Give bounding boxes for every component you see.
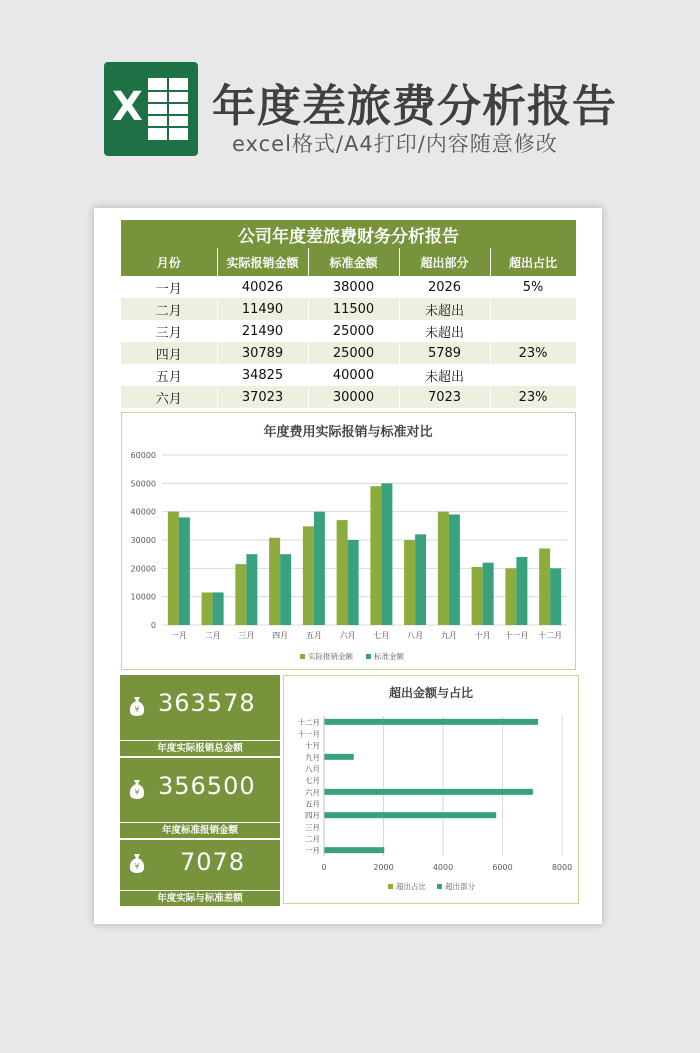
bar-actual — [202, 592, 213, 625]
y-tick-label: 40000 — [130, 507, 156, 517]
kpi-value: 363578 — [158, 689, 256, 717]
table-cell: 37023 — [217, 386, 308, 408]
x-tick-label: 九月 — [440, 631, 457, 640]
legend-swatch-actual — [300, 654, 305, 659]
table-cell: 五月 — [121, 364, 217, 386]
x-tick-label: 十月 — [474, 631, 491, 640]
table-cell: 四月 — [121, 342, 217, 364]
y-tick-label: 60000 — [130, 451, 156, 460]
bar-actual — [404, 540, 415, 625]
col-header: 月份 — [121, 248, 217, 276]
x-tick-label: 一月 — [170, 631, 187, 640]
kpi-label: 年度标准报销金额 — [161, 825, 238, 836]
y-tick-label: 十月 — [305, 741, 320, 751]
kpi-value: 7078 — [180, 848, 246, 876]
bar-standard — [550, 568, 561, 625]
col-header: 实际报销金额 — [217, 248, 308, 276]
x-tick-label: 八月 — [407, 631, 424, 640]
y-tick-label: 三月 — [305, 822, 320, 832]
table-cell — [490, 364, 576, 386]
table-cell: 六月 — [121, 386, 217, 408]
y-tick-label: 一月 — [305, 846, 320, 856]
bar-standard — [483, 563, 494, 625]
table-row — [121, 364, 576, 386]
bar-actual — [168, 512, 179, 625]
chart-title: 超出金额与占比 — [388, 686, 474, 700]
legend-swatch-excess — [437, 884, 442, 889]
page-subtitle: excel格式/A4打印/内容随意修改 — [232, 132, 558, 156]
table-cell: 25000 — [308, 320, 399, 342]
x-tick-label: 2000 — [373, 863, 394, 872]
table-cell: 2026 — [399, 276, 490, 298]
kpi-difference — [120, 840, 280, 906]
x-tick-label: 四月 — [272, 631, 289, 640]
x-tick-label: 三月 — [238, 631, 255, 640]
page-title: 年度差旅费分析报告 — [212, 81, 617, 132]
x-tick-label: 8000 — [551, 863, 573, 872]
table-cell: 23% — [490, 342, 576, 364]
table-header-row — [121, 248, 576, 276]
y-tick-label: 50000 — [130, 479, 156, 489]
x-tick-label: 4000 — [432, 863, 454, 872]
table-cell — [490, 298, 576, 320]
legend-swatch-ratio — [388, 884, 393, 889]
table-cell: 40026 — [217, 276, 308, 298]
y-tick-label: 10000 — [130, 592, 156, 602]
x-tick-label: 6000 — [492, 863, 513, 872]
bar-actual — [370, 486, 381, 625]
bar-standard — [516, 557, 527, 625]
table-row — [121, 276, 576, 298]
bar-actual — [235, 564, 246, 625]
bar-excess — [324, 719, 538, 725]
y-tick-label: 0 — [150, 621, 156, 630]
bar-standard — [381, 483, 392, 625]
report-sheet — [94, 208, 602, 924]
bar-standard — [348, 540, 359, 625]
table-cell: 5789 — [399, 342, 490, 364]
bar-actual — [472, 567, 483, 625]
svg-text:¥: ¥ — [134, 705, 140, 714]
spreadsheet-grid-icon — [148, 78, 188, 140]
money-bag-icon — [128, 778, 146, 800]
col-header: 超出部分 — [399, 248, 490, 276]
table-cell: 7023 — [399, 386, 490, 408]
y-tick-label: 五月 — [305, 799, 320, 809]
table-cell: 11500 — [308, 298, 399, 320]
bar-actual — [438, 512, 449, 625]
table-cell: 30789 — [217, 342, 308, 364]
legend-label: 标准金额 — [374, 652, 404, 661]
x-tick-label: 六月 — [339, 631, 356, 640]
y-tick-label: 30000 — [130, 536, 156, 545]
table-cell: 30000 — [308, 386, 399, 408]
table-cell: 11490 — [217, 298, 308, 320]
bar-actual — [337, 520, 348, 625]
y-tick-label: 二月 — [305, 834, 320, 844]
table-cell: 未超出 — [399, 298, 490, 320]
x-tick-label: 五月 — [305, 631, 322, 640]
table-row — [121, 386, 576, 408]
legend-swatch-standard — [366, 654, 371, 659]
table-cell: 一月 — [121, 276, 217, 298]
table-cell: 40000 — [308, 364, 399, 386]
table-cell: 38000 — [308, 276, 399, 298]
table-row — [121, 320, 576, 342]
x-tick-label: 十二月 — [538, 631, 563, 640]
table-cell: 未超出 — [399, 320, 490, 342]
bar-standard — [314, 512, 325, 625]
table-row — [121, 298, 576, 320]
svg-text:¥: ¥ — [134, 862, 140, 871]
svg-text:¥: ¥ — [134, 788, 140, 797]
x-tick-label: 0 — [321, 863, 327, 872]
legend-label: 超出占比 — [396, 882, 426, 891]
col-header: 超出占比 — [490, 248, 576, 276]
bar-actual — [505, 568, 516, 625]
bar-actual — [303, 526, 314, 625]
table-row — [121, 342, 576, 364]
y-tick-label: 九月 — [305, 752, 320, 762]
table-cell — [490, 320, 576, 342]
bar-actual — [539, 549, 550, 626]
bar-excess — [324, 812, 496, 818]
bar-standard — [179, 517, 190, 625]
bar-excess — [324, 789, 533, 795]
x-tick-label: 十一月 — [504, 631, 529, 640]
chart-title: 年度费用实际报销与标准对比 — [263, 425, 433, 440]
kpi-total-standard — [120, 758, 280, 838]
col-header: 标准金额 — [308, 248, 399, 276]
y-tick-label: 十二月 — [297, 717, 320, 727]
comparison-bar-chart — [122, 413, 575, 669]
money-bag-icon — [128, 852, 146, 874]
excel-logo-letter: X — [112, 84, 143, 130]
kpi-value: 356500 — [158, 772, 256, 800]
table-cell: 21490 — [217, 320, 308, 342]
y-tick-label: 四月 — [305, 811, 320, 821]
report-table — [121, 220, 577, 408]
bar-excess — [324, 847, 384, 853]
table-cell: 二月 — [121, 298, 217, 320]
y-tick-label: 八月 — [305, 764, 320, 774]
bar-standard — [449, 515, 460, 626]
x-tick-label: 七月 — [373, 631, 390, 640]
table-cell: 未超出 — [399, 364, 490, 386]
money-bag-icon — [128, 695, 146, 717]
excel-logo — [104, 62, 198, 156]
bar-standard — [213, 592, 224, 625]
table-cell: 34825 — [217, 364, 308, 386]
bar-actual — [269, 538, 280, 625]
excess-chart-panel — [283, 675, 579, 904]
y-tick-label: 20000 — [130, 564, 156, 574]
x-tick-label: 二月 — [204, 631, 221, 640]
bar-excess — [324, 754, 354, 760]
kpi-label: 年度实际报销总金额 — [157, 743, 243, 754]
table-cell: 25000 — [308, 342, 399, 364]
excess-bar-chart — [284, 676, 578, 903]
table-cell: 23% — [490, 386, 576, 408]
kpi-total-actual — [120, 675, 280, 756]
report-title: 公司年度差旅费财务分析报告 — [121, 220, 576, 248]
table-cell: 5% — [490, 276, 576, 298]
legend-label: 实际报销金额 — [308, 652, 353, 661]
comparison-chart-panel — [121, 412, 576, 670]
y-tick-label: 十一月 — [297, 729, 320, 739]
y-tick-label: 六月 — [305, 787, 320, 797]
bar-standard — [415, 534, 426, 625]
bar-standard — [246, 554, 257, 625]
bar-standard — [280, 554, 291, 625]
y-tick-label: 七月 — [305, 776, 320, 786]
table-cell: 三月 — [121, 320, 217, 342]
kpi-label: 年度实际与标准差额 — [157, 893, 243, 904]
legend-label: 超出部分 — [445, 882, 475, 891]
